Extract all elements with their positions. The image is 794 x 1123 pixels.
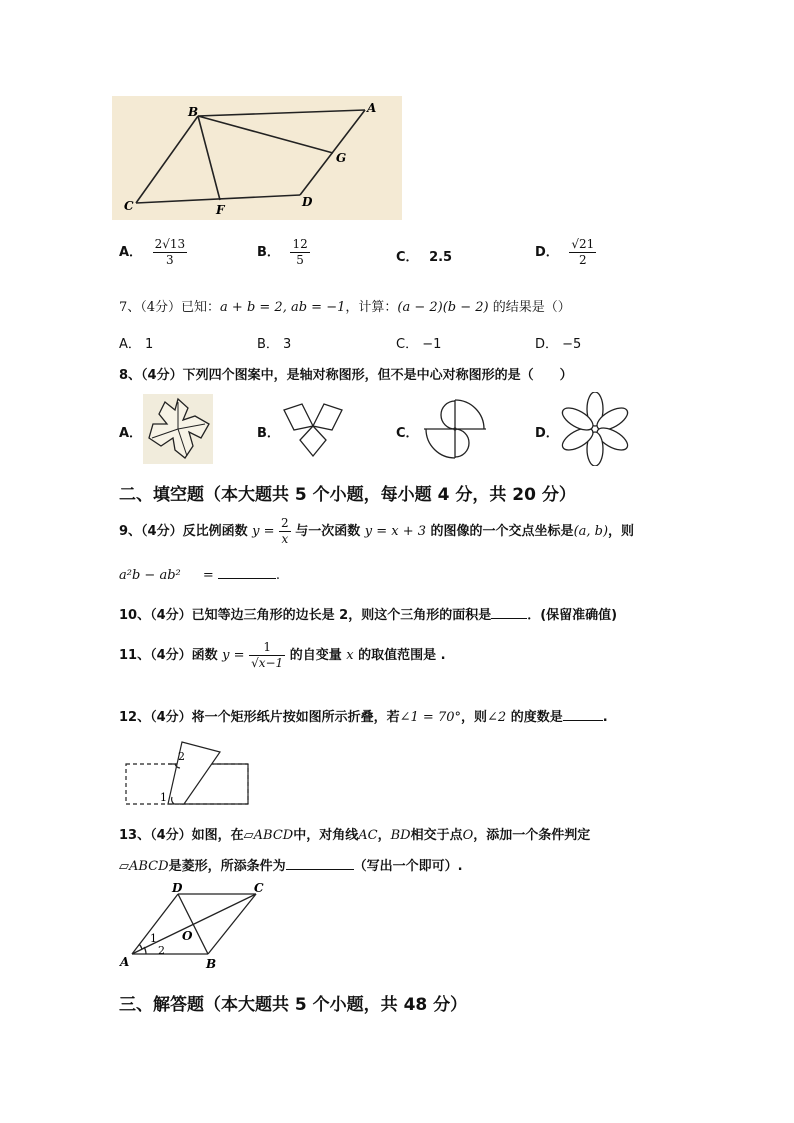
q12-answer-blank[interactable] — [563, 708, 603, 721]
q13-answer-blank[interactable] — [286, 857, 354, 870]
q6-option-b[interactable]: B． $\frac{12}{5}$ — [257, 237, 308, 267]
label-O: O — [182, 929, 193, 943]
q8-option-a-letter[interactable]: A． — [119, 426, 143, 441]
angle-2-label: 2 — [158, 944, 165, 957]
q8-figure-a-star — [143, 394, 213, 464]
q6-option-c[interactable]: C． 2.5 — [396, 250, 453, 265]
label-C: C — [254, 881, 264, 895]
question-13: 13、（4分）如图，在▱ABCD中，对角线AC，BD相交于点O，添加一个条件判定 — [119, 828, 591, 843]
folded-flap — [168, 742, 220, 804]
q8-figure-c-pinwheel — [420, 396, 490, 462]
angle-1-label: 1 — [150, 932, 157, 945]
q8-option-b-letter[interactable]: B． — [257, 426, 280, 441]
question-10: 10、（4分）已知等边三角形的边长是 2，则这个三角形的面积是 ．(保留准确值) — [119, 608, 618, 623]
question-8: 8、（4分）下列四个图案中，是轴对称图形，但不是中心对称图形的是（ ） — [119, 368, 573, 383]
q8-option-d-letter[interactable]: D． — [535, 426, 559, 441]
q13-parallelogram-abcd-figure — [116, 880, 276, 972]
section-3-heading: 三、解答题（本大题共 5 个小题，共 48 分） — [119, 995, 468, 1015]
parallelogram-figure-top — [112, 96, 402, 220]
question-11: 11、（4分）函数 y = $\frac{1}{√x-1}$ 的自变量 x 的取值范围是 . — [119, 640, 446, 670]
diagonal-BD — [178, 894, 208, 954]
label-C: C — [124, 199, 134, 213]
q6-option-d[interactable]: D． $\frac{√21}{2}$ — [535, 237, 595, 267]
diagonal-AC — [132, 894, 256, 954]
question-9-line-2: a²b − ab² = . — [119, 568, 281, 583]
q9-answer-blank[interactable] — [218, 566, 276, 579]
question-7: 7、（4分）已知：a + b = 2, ab = −1，计算：(a − 2)(b − 2) 的结果是（） — [119, 300, 571, 315]
q8-option-c-letter[interactable]: C． — [396, 426, 419, 441]
q7-option-a[interactable]: A． 1 — [119, 337, 154, 352]
label-G: G — [336, 151, 347, 165]
q12-folded-rectangle-figure — [120, 738, 254, 808]
question-12: 12、（4分）将一个矩形纸片按如图所示折叠，若∠1 = 70°，则∠2 的度数是 . — [119, 710, 608, 725]
q8-figure-d-flower — [558, 392, 632, 466]
q8-figure-b-three-rhombi — [280, 396, 346, 458]
label-A: A — [120, 955, 130, 969]
label-D: D — [172, 881, 183, 895]
question-9: 9、（4分）反比例函数 y = $\frac{2}{x}$ 与一次函数 y = x + 3 的图像的一个交点坐标是(a, b)，则 — [119, 516, 635, 546]
section-2-heading: 二、填空题（本大题共 5 个小题，每小题 4 分，共 20 分） — [119, 485, 576, 505]
q7-option-b[interactable]: B． 3 — [257, 337, 292, 352]
angle-2-label: 2 — [178, 750, 185, 763]
q10-answer-blank[interactable] — [491, 606, 527, 619]
label-B: B — [206, 957, 217, 971]
label-B: B — [188, 105, 199, 119]
angle-1-arc — [139, 944, 142, 949]
label-D: D — [302, 195, 313, 209]
q7-option-c[interactable]: C． −1 — [396, 337, 442, 352]
question-13-line-2: ▱ABCD是菱形，所添条件为 （写出一个即可）. — [119, 859, 463, 874]
q6-option-a[interactable]: A． $\frac{2√13}{3}$ — [119, 237, 186, 267]
edge-DA — [132, 894, 178, 954]
label-F: F — [216, 203, 225, 217]
label-A: A — [367, 101, 377, 115]
angle-1-label: 1 — [160, 791, 167, 804]
edge-BC — [208, 894, 256, 954]
q7-option-d[interactable]: D． −5 — [535, 337, 582, 352]
